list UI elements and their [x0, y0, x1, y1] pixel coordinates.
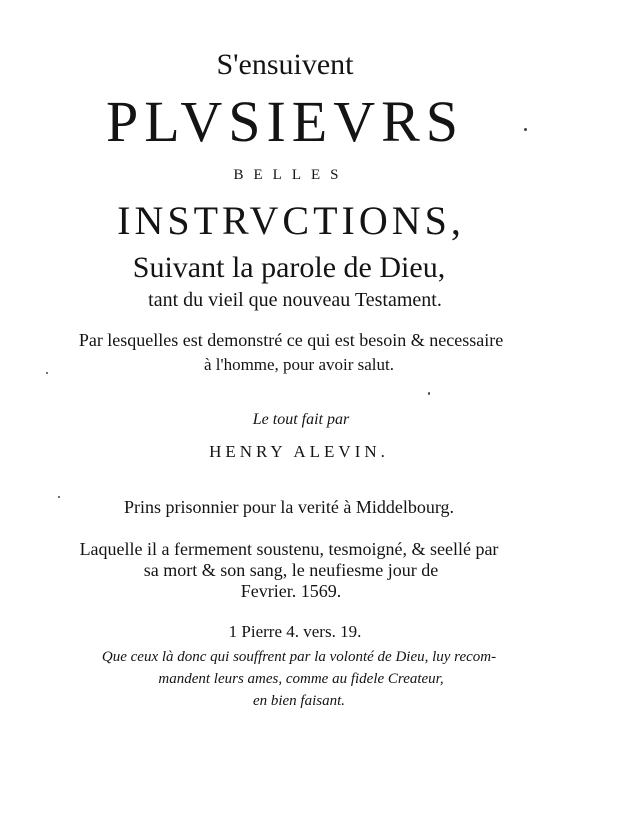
- description-line-1: Par lesquelles est demonstré ce qui est besoin & necessaire: [78, 330, 504, 350]
- scripture-reference: 1 Pierre 4. vers. 19.: [228, 622, 362, 641]
- scan-speck: [58, 496, 60, 498]
- heading-plusieurs: PLVSIEVRS: [105, 89, 465, 154]
- author-name: HENRY ALEVIN.: [209, 442, 389, 461]
- heading-belles: BELLES: [233, 167, 349, 183]
- testimony-line-1: Laquelle il a fermement soustenu, tesmoigné, & seellé par: [79, 539, 499, 559]
- description-line-2: à l'homme, pour avoir salut.: [203, 355, 395, 374]
- testimony-line-2: sa mort & son sang, le neufiesme jour de: [143, 560, 439, 580]
- scripture-quote-line-1: Que ceux là donc qui souffrent par la volonté de Dieu, luy recom-: [101, 649, 497, 665]
- subtitle-parole: Suivant la parole de Dieu,: [132, 251, 446, 284]
- heading-instructions: INSTRVCTIONS,: [117, 198, 465, 243]
- testimony-line-3: Fevrier. 1569.: [240, 581, 342, 601]
- scan-speck: [46, 372, 48, 374]
- scripture-quote-line-3: en bien faisant.: [252, 693, 346, 709]
- scan-speck: [428, 392, 430, 395]
- imprisonment-line: Prins prisonnier pour la verité à Middelbourg.: [123, 497, 455, 517]
- heading-sensuivent: S'ensuivent: [216, 48, 354, 81]
- subtitle-testament: tant du vieil que nouveau Testament.: [148, 289, 442, 311]
- author-intro: Le tout fait par: [252, 411, 350, 428]
- scripture-quote-line-2: mandent leurs ames, comme au fidele Createur,: [158, 671, 444, 687]
- scan-speck: [524, 128, 527, 131]
